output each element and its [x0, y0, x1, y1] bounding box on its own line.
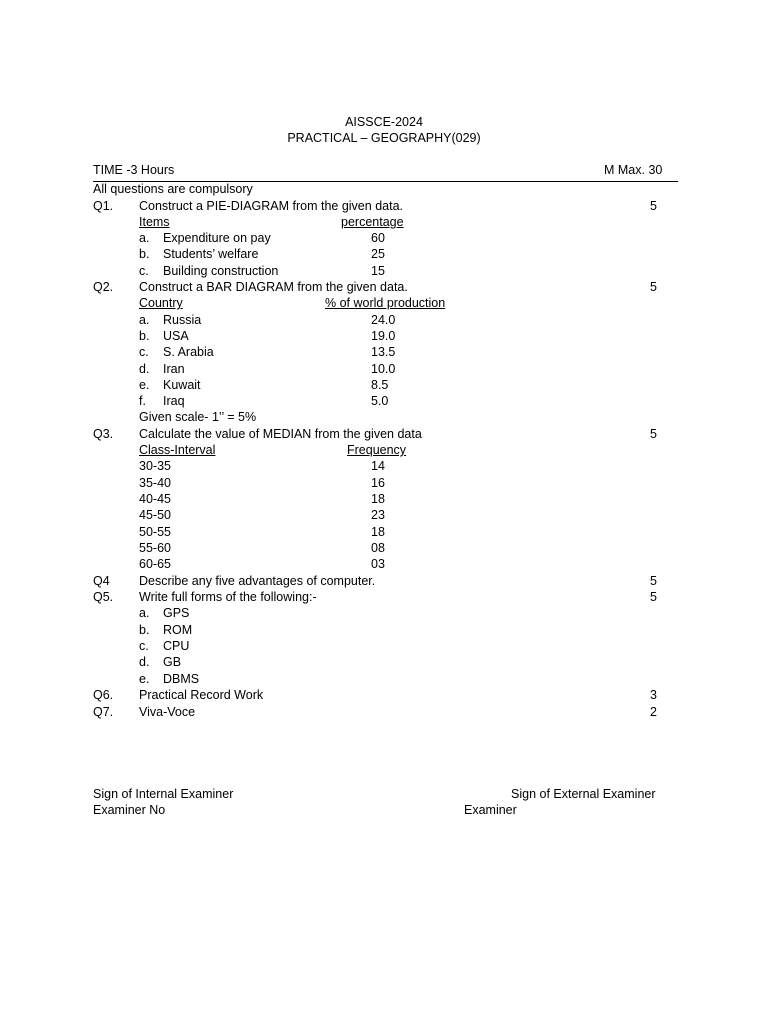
table-row	[0, 557, 768, 573]
item-letter: d.	[139, 655, 150, 669]
list-item	[0, 606, 768, 622]
column-header: Country	[139, 296, 183, 310]
item-letter: c.	[139, 639, 149, 653]
row-item: Iran	[163, 362, 185, 376]
question-number: Q2.	[93, 280, 114, 294]
subject-title: PRACTICAL – GEOGRAPHY(029)	[287, 131, 481, 145]
row-letter: f.	[139, 394, 146, 408]
question-text: Construct a BAR DIAGRAM from the given data.	[139, 280, 408, 294]
frequency: 23	[371, 508, 385, 522]
table-row	[0, 345, 768, 361]
table-row	[0, 525, 768, 541]
item-letter: b.	[139, 623, 150, 637]
question-2	[0, 280, 768, 296]
row-value: 60	[371, 231, 385, 245]
table-row	[0, 541, 768, 557]
question-marks: 3	[650, 688, 657, 702]
frequency: 03	[371, 557, 385, 571]
item-term: GB	[163, 655, 182, 669]
list-item	[0, 623, 768, 639]
question-1	[0, 199, 768, 215]
row-value: 15	[371, 264, 385, 278]
time-label: TIME -3 Hours	[93, 163, 175, 177]
item-letter: e.	[139, 672, 150, 686]
question-number: Q3.	[93, 427, 114, 441]
column-header: % of world production	[325, 296, 446, 310]
item-term: CPU	[163, 639, 190, 653]
list-item	[0, 672, 768, 688]
item-term: GPS	[163, 606, 190, 620]
row-item: S. Arabia	[163, 345, 214, 359]
row-letter: e.	[139, 378, 150, 392]
instruction-text: All questions are compulsory	[93, 182, 253, 196]
class-interval: 45-50	[139, 508, 171, 522]
question-number: Q6.	[93, 688, 114, 702]
row-letter: a.	[139, 231, 150, 245]
row-item: Kuwait	[163, 378, 201, 392]
question-marks: 5	[650, 199, 657, 213]
question-5	[0, 590, 768, 606]
frequency: 18	[371, 492, 385, 506]
row-item: Building construction	[163, 264, 279, 278]
question-number: Q4	[93, 574, 110, 588]
item-term: ROM	[163, 623, 193, 637]
row-value: 13.5	[371, 345, 396, 359]
internal-examiner-sign: Sign of Internal Examiner	[93, 787, 234, 801]
question-text: Calculate the value of MEDIAN from the given data	[139, 427, 422, 441]
question-6	[0, 688, 768, 704]
table-row	[0, 231, 768, 247]
row-value: 8.5	[371, 378, 389, 392]
row-value: 24.0	[371, 313, 396, 327]
class-interval: 35-40	[139, 476, 171, 490]
row-letter: c.	[139, 264, 149, 278]
question-7	[0, 705, 768, 721]
row-letter: b.	[139, 329, 150, 343]
column-header: Class-Interval	[139, 443, 216, 457]
table-row	[0, 378, 768, 394]
question-marks: 5	[650, 280, 657, 294]
q1-table-header	[0, 215, 768, 231]
row-value: 5.0	[371, 394, 389, 408]
question-marks: 2	[650, 705, 657, 719]
scale-text: Given scale- 1’’ = 5%	[139, 410, 257, 424]
q2-table-header	[0, 296, 768, 312]
frequency: 08	[371, 541, 385, 555]
question-text: Describe any five advantages of computer.	[139, 574, 376, 588]
frequency: 14	[371, 459, 385, 473]
question-text: Viva-Voce	[139, 705, 196, 719]
max-marks-label: M Max. 30	[604, 163, 663, 177]
row-item: Students’ welfare	[163, 247, 259, 261]
table-row	[0, 247, 768, 263]
table-row	[0, 329, 768, 345]
table-row	[0, 492, 768, 508]
table-row	[0, 459, 768, 475]
row-value: 25	[371, 247, 385, 261]
class-interval: 40-45	[139, 492, 171, 506]
row-item: USA	[163, 329, 189, 343]
item-letter: a.	[139, 606, 150, 620]
column-header: percentage	[341, 215, 404, 229]
scale-note	[0, 410, 768, 426]
question-text: Write full forms of the following:-	[139, 590, 317, 604]
class-interval: 60-65	[139, 557, 171, 571]
list-item	[0, 639, 768, 655]
question-text: Practical Record Work	[139, 688, 264, 702]
question-text: Construct a PIE-DIAGRAM from the given data.	[139, 199, 403, 213]
row-letter: a.	[139, 313, 150, 327]
question-3	[0, 427, 768, 443]
class-interval: 55-60	[139, 541, 171, 555]
internal-examiner-no: Examiner No	[93, 803, 166, 817]
row-item: Expenditure on pay	[163, 231, 271, 245]
column-header: Frequency	[347, 443, 407, 457]
external-examiner-label: Examiner	[464, 803, 517, 817]
table-row	[0, 362, 768, 378]
row-letter: d.	[139, 362, 150, 376]
table-row	[0, 313, 768, 329]
table-row	[0, 264, 768, 280]
table-row	[0, 508, 768, 524]
q3-table-header	[0, 443, 768, 459]
question-marks: 5	[650, 590, 657, 604]
question-4	[0, 574, 768, 590]
question-marks: 5	[650, 574, 657, 588]
question-number: Q5.	[93, 590, 114, 604]
question-number: Q1.	[93, 199, 114, 213]
table-row	[0, 476, 768, 492]
row-letter: c.	[139, 345, 149, 359]
row-item: Russia	[163, 313, 202, 327]
row-value: 19.0	[371, 329, 396, 343]
question-marks: 5	[650, 427, 657, 441]
frequency: 16	[371, 476, 385, 490]
column-header: Items	[139, 215, 170, 229]
list-item	[0, 655, 768, 671]
row-value: 10.0	[371, 362, 396, 376]
class-interval: 30-35	[139, 459, 171, 473]
exam-title: AISSCE-2024	[345, 115, 423, 129]
class-interval: 50-55	[139, 525, 171, 539]
table-row	[0, 394, 768, 410]
item-term: DBMS	[163, 672, 200, 686]
question-number: Q7.	[93, 705, 114, 719]
row-letter: b.	[139, 247, 150, 261]
row-item: Iraq	[163, 394, 185, 408]
frequency: 18	[371, 525, 385, 539]
external-examiner-sign: Sign of External Examiner	[511, 787, 656, 801]
